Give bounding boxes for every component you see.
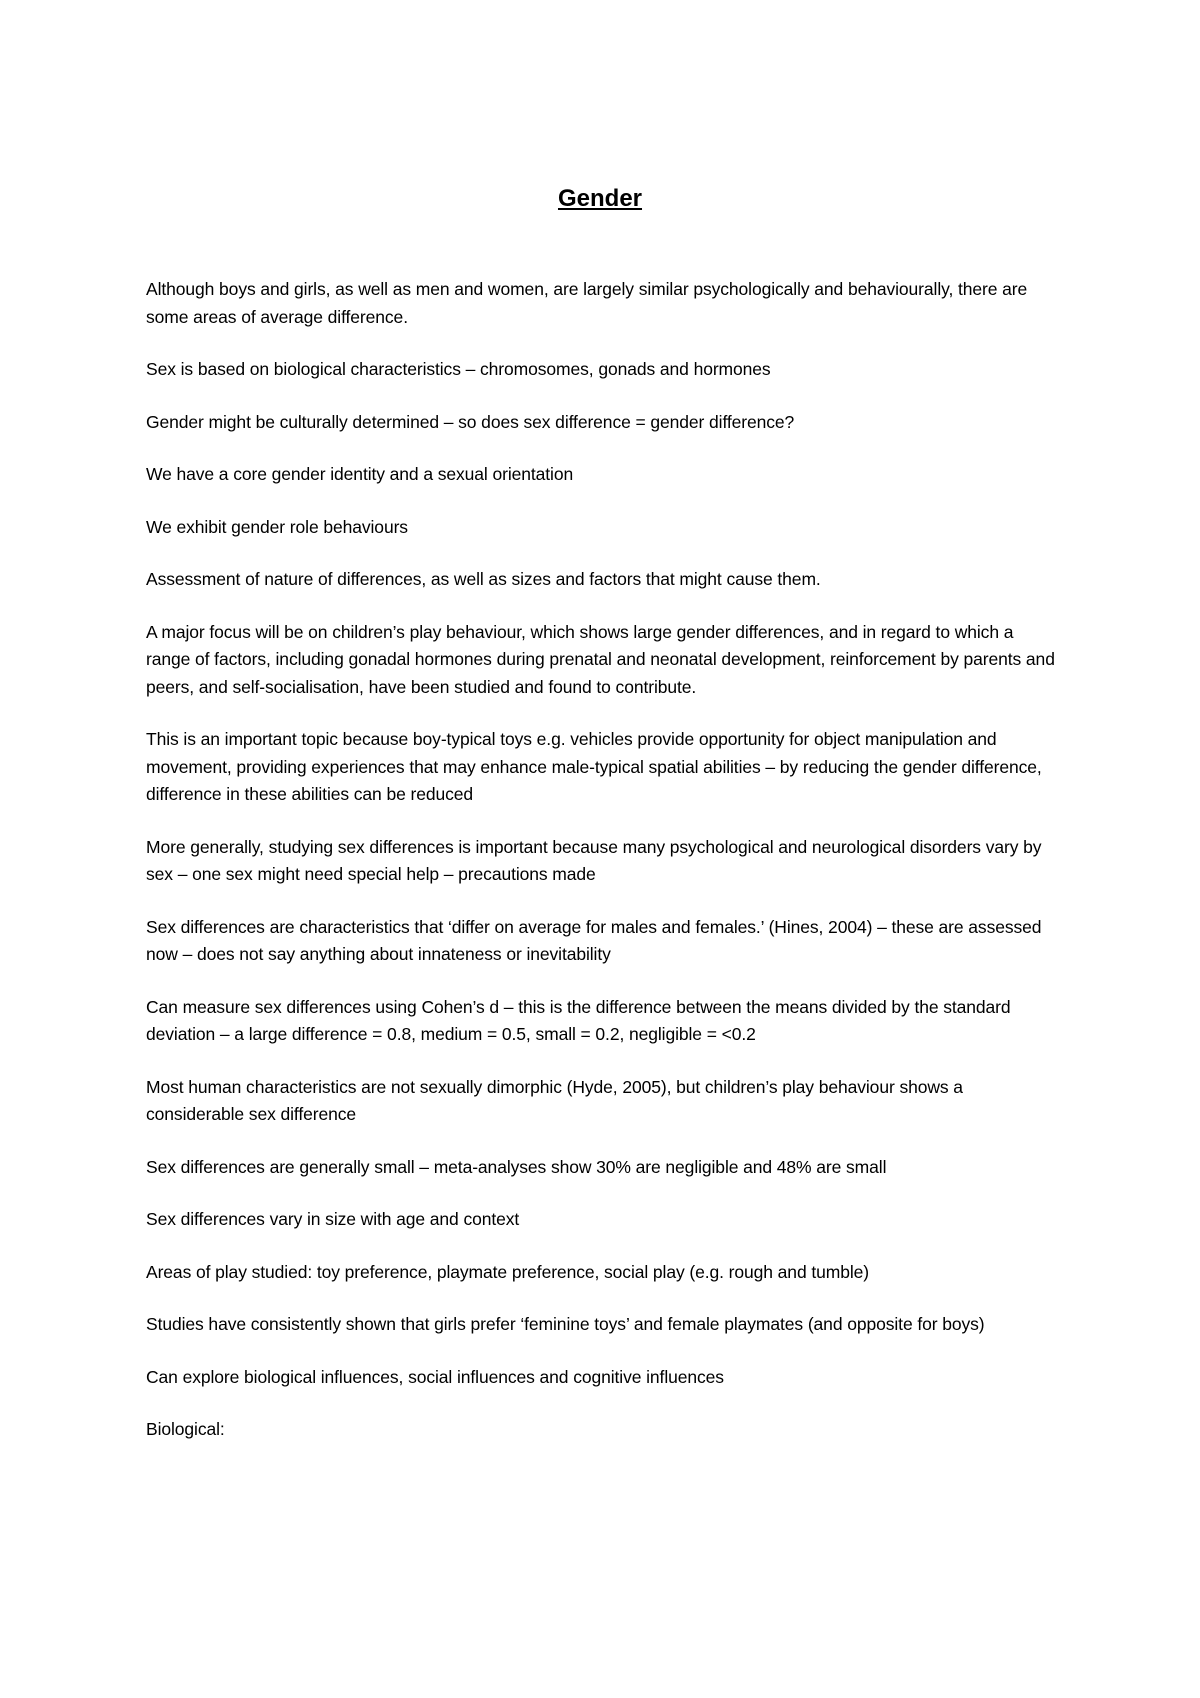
paragraph: Can explore biological influences, social influences and cognitive influences <box>146 1366 724 1387</box>
document-title: Gender <box>557 185 643 212</box>
paragraph: Although boys and girls, as well as men and women, are largely similar psychologically and behaviourally, there are some areas of average difference. <box>146 279 1028 327</box>
paragraph: Gender might be culturally determined – so does sex difference = gender difference? <box>146 411 795 432</box>
paragraph: We exhibit gender role behaviours <box>146 516 408 537</box>
paragraph: Sex differences vary in size with age and context <box>146 1209 520 1229</box>
paragraph: Assessment of nature of differences, as well as sizes and factors that might cause them. <box>146 569 821 589</box>
paragraph: Sex differences are generally small – meta-analyses show 30% are negligible and 48% are small <box>146 1156 887 1177</box>
paragraph: Sex differences are characteristics that ‘differ on average for males and females.’ (Hines, 2004) – these are assessed now – does not say anything about innateness or inevitability <box>146 916 1042 964</box>
paragraph: Sex is based on biological characteristics – chromosomes, gonads and hormones <box>146 359 771 379</box>
paragraph: Most human characteristics are not sexually dimorphic (Hyde, 2005), but children’s play behaviour shows a considerable sex difference <box>146 1076 963 1124</box>
paragraph: Areas of play studied: toy preference, playmate preference, social play (e.g. rough and tumble) <box>146 1261 869 1282</box>
paragraph: Can measure sex differences using Cohen’s d – this is the difference between the means divided by the standard deviation – a large difference = 0.8, medium = 0.5, small = 0.2, negligible = <0.2 <box>146 996 1011 1044</box>
paragraph: A major focus will be on children’s play behaviour, which shows large gender differences, and in regard to which a range of factors, including gonadal hormones during prenatal and neonatal development, reinforcement by parents and peers, and self-socialisation, have been studied and found to contribute. <box>146 621 1055 697</box>
paragraph: Studies have consistently shown that girls prefer ‘feminine toys’ and female playmates (and opposite for boys) <box>146 1314 985 1334</box>
paragraph: We have a core gender identity and a sexual orientation <box>146 464 574 484</box>
paragraph: Biological: <box>146 1419 225 1439</box>
paragraph: More generally, studying sex differences is important because many psychological and neurological disorders vary by sex – one sex might need special help – precautions made <box>146 836 1042 884</box>
paragraph: This is an important topic because boy-typical toys e.g. vehicles provide opportunity for object manipulation and movement, providing experiences that may enhance male-typical spatial abilities – by reducing the gender difference, difference in these abilities can be reduced <box>146 729 1042 804</box>
document-body <box>146 276 1056 1469</box>
